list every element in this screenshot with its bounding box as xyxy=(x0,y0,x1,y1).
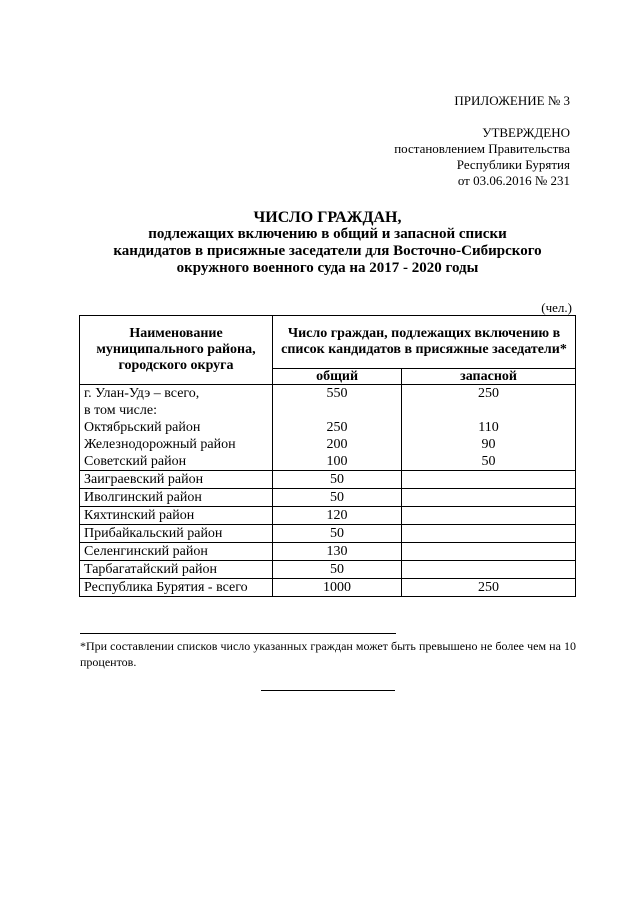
row-name: Заиграевский район xyxy=(80,471,273,489)
row-name: Прибайкальский район xyxy=(80,525,273,543)
table-row xyxy=(80,507,576,525)
row-general: 1000 xyxy=(273,579,402,597)
table-row xyxy=(80,489,576,507)
row-name-line: Железнодорожный район xyxy=(84,437,236,452)
title-line: ЧИСЛО ГРАЖДАН, xyxy=(253,209,402,226)
row-general xyxy=(273,385,402,471)
row-general-line: 550 xyxy=(326,386,348,401)
header-general: общий xyxy=(273,369,402,385)
table-row xyxy=(80,561,576,579)
row-general: 50 xyxy=(273,471,402,489)
row-general-line: 100 xyxy=(326,454,348,469)
title-line: кандидатов в присяжные заседатели для Восточно-Сибирского xyxy=(113,243,542,259)
table-row xyxy=(80,471,576,489)
row-general-line xyxy=(277,402,397,419)
row-name: Тарбагатайский район xyxy=(80,561,273,579)
row-name-line: в том числе: xyxy=(84,403,157,418)
table-row xyxy=(80,525,576,543)
approval-line: УТВЕРЖДЕНО xyxy=(482,125,570,140)
row-general: 50 xyxy=(273,525,402,543)
header-count: Число граждан, подлежащих включению в список кандидатов в присяжные заседатели* xyxy=(273,316,576,369)
row-reserve-line xyxy=(406,402,571,419)
table-row-total xyxy=(80,579,576,597)
row-reserve-line: 250 xyxy=(478,386,500,401)
header-reserve: запасной xyxy=(402,369,576,385)
row-name: Кяхтинский район xyxy=(80,507,273,525)
approval-line: постановлением Правительства xyxy=(394,141,570,156)
row-name xyxy=(80,385,273,471)
row-reserve xyxy=(402,561,576,579)
row-name: Иволгинский район xyxy=(80,489,273,507)
row-general-line: 250 xyxy=(326,420,348,435)
approval-line: от 03.06.2016 № 231 xyxy=(457,173,570,188)
unit-label: (чел.) xyxy=(541,300,572,315)
table-row xyxy=(80,385,576,471)
row-reserve xyxy=(402,507,576,525)
title-line: окружного военного суда на 2017 - 2020 годы xyxy=(176,260,479,276)
end-divider xyxy=(261,690,395,691)
row-general: 50 xyxy=(273,561,402,579)
appendix-label: ПРИЛОЖЕНИЕ № 3 xyxy=(454,93,570,108)
row-reserve xyxy=(402,385,576,471)
row-reserve-line: 110 xyxy=(478,420,499,435)
row-name-line: Октябрьский район xyxy=(84,420,201,435)
row-name: Селенгинский район xyxy=(80,543,273,561)
approval-block xyxy=(394,125,570,189)
header-name: Наименование муниципального района, городского округа xyxy=(80,316,273,385)
footnote: *При составлении списков число указанных граждан может быть превышено не более чем на 10 процентов. xyxy=(80,639,576,669)
row-reserve xyxy=(402,489,576,507)
approval-line: Республики Бурятия xyxy=(456,157,570,172)
row-name-line: Советский район xyxy=(84,454,187,469)
row-general: 120 xyxy=(273,507,402,525)
row-general-line: 200 xyxy=(326,437,348,452)
table-header-row xyxy=(80,316,576,369)
row-reserve: 250 xyxy=(402,579,576,597)
row-reserve xyxy=(402,471,576,489)
row-general: 130 xyxy=(273,543,402,561)
row-reserve xyxy=(402,525,576,543)
document-title xyxy=(80,209,575,277)
row-name-line: г. Улан-Удэ – всего, xyxy=(84,386,200,401)
footnote-divider xyxy=(80,633,396,634)
row-general: 50 xyxy=(273,489,402,507)
citizens-table xyxy=(79,315,576,597)
title-line: подлежащих включению в общий и запасной списки xyxy=(148,226,507,242)
row-reserve-line: 90 xyxy=(481,437,496,452)
row-reserve-line: 50 xyxy=(481,454,496,469)
row-reserve xyxy=(402,543,576,561)
table-row xyxy=(80,543,576,561)
row-name: Республика Бурятия - всего xyxy=(80,579,273,597)
